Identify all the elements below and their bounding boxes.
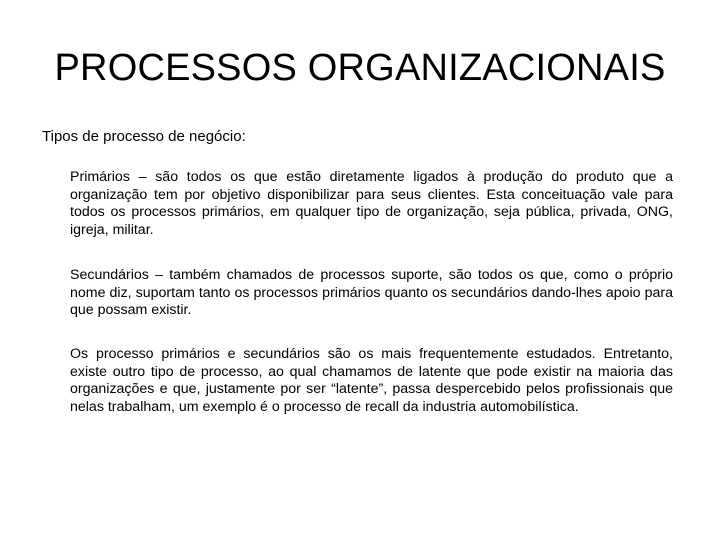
slide-title: PROCESSOS ORGANIZACIONAIS [54,47,666,89]
paragraph-secundarios: Secundários – também chamados de processos suporte, são todos os que, como o próprio nome diz, suportam tanto os processos primários quanto os secundários dando-lhes apoio para que possam existir. [70,267,673,318]
intro-text: Tipos de processo de negócio: [42,128,246,145]
paragraph-primarios: Primários – são todos os que estão diretamente ligados à produção do produto que a organização tem por objetivo disponibilizar para seus clientes. Esta conceituação vale para todos os processos primários, em qualquer tipo de organização, seja pública, privada, ONG, igreja, militar. [70,169,673,238]
paragraph-latente: Os processo primários e secundários são os mais frequentemente estudados. Entretanto, existe outro tipo de processo, ao qual chamamos de latente que pode existir na maioria das organizações e que, justamente por ser “latente”, passa despercebido pelos profissionais que nelas trabalham, um exemplo é o processo de recall da industria automobilística. [70,346,673,415]
